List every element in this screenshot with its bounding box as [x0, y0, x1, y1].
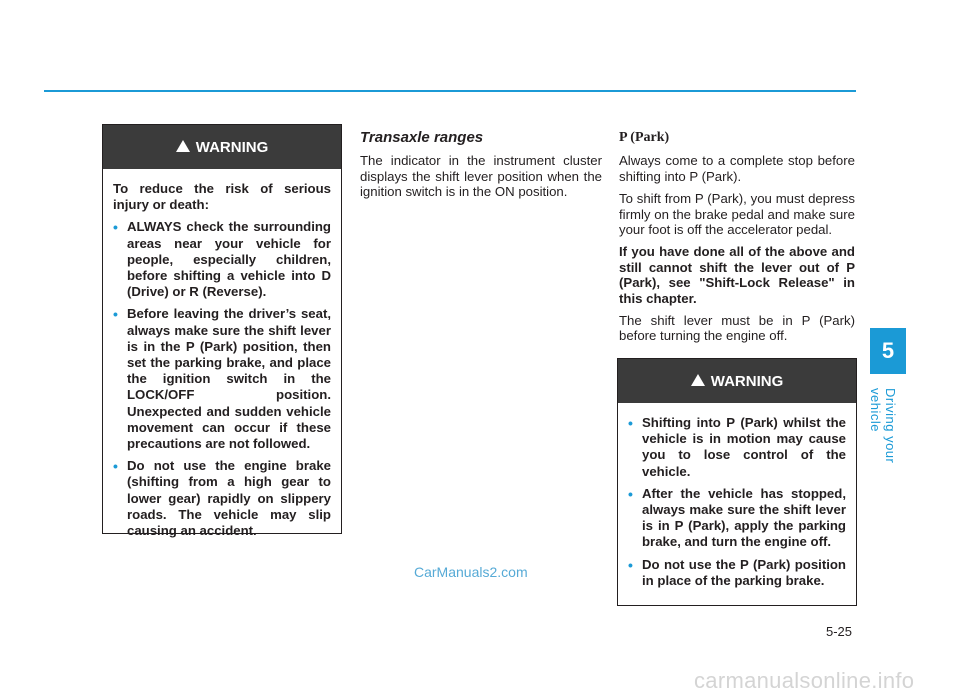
bullet-icon: • [628, 415, 633, 431]
warning-intro: To reduce the risk of serious injury or death: [113, 181, 331, 213]
warning-body [618, 403, 856, 605]
warning-list [628, 415, 846, 589]
warning-header [618, 359, 856, 403]
warning-label: WARNING [710, 372, 784, 390]
warning-header [103, 125, 341, 169]
list-item: • Before leaving the driver’s seat, always make sure the shift lever is in the P (Park) position, then set the parking brake, and place the ignition switch in the LOCK/OFF position. Unexpected and sudden vehicle movement can occur if these precautions are not followed. [113, 306, 331, 452]
park-heading: P (Park) [619, 130, 670, 145]
chapter-title: Driving your vehicle [868, 388, 898, 464]
paragraph-bold: If you have done all of the above and still cannot shift the lever out of P (Park), see "Shift-Lock Release" in this chapter. [619, 244, 855, 306]
warning-box-right [617, 358, 857, 606]
paragraph: To shift from P (Park), you must depress firmly on the brake pedal and make sure your foot is off the accelerator pedal. [619, 191, 855, 238]
warning-triangle-icon [176, 140, 190, 152]
list-item: • Do not use the engine brake (shifting from a high gear to lower gear) rapidly on slippery roads. The vehicle may slip causing an accident. [113, 458, 331, 539]
warning-label: WARNING [195, 138, 269, 156]
page-number: 5-25 [826, 624, 853, 639]
paragraph: The shift lever must be in P (Park) before turning the engine off. [619, 313, 855, 344]
section-title: Transaxle ranges [360, 129, 484, 146]
list-item: • Shifting into P (Park) whilst the vehicle is in motion may cause you to lose control of the vehicle. [628, 415, 846, 479]
site-watermark: carmanualsonline.info [694, 668, 915, 693]
warning-box-left [102, 124, 342, 539]
middle-column [360, 130, 602, 207]
right-column [619, 130, 855, 351]
bullet-icon: • [113, 306, 118, 323]
list-item: • ALWAYS check the surrounding areas near your vehicle for people, especially children, before shifting a vehicle into D (Drive) or R (Reverse). [113, 219, 331, 300]
warning-triangle-icon [691, 374, 705, 386]
list-item: • After the vehicle has stopped, always make sure the shift lever is in P (Park), apply the parking brake, and turn the engine off. [628, 485, 846, 550]
list-item: • Do not use the P (Park) position in place of the parking brake. [628, 556, 846, 588]
paragraph: The indicator in the instrument cluster displays the shift lever position when the ignition switch is in the ON position. [360, 153, 602, 200]
warning-list [113, 219, 331, 539]
chapter-tab [870, 328, 906, 374]
watermark-link[interactable]: CarManuals2.com [414, 564, 528, 580]
top-rule [44, 90, 856, 92]
warning-body [103, 169, 341, 555]
chapter-number: 5 [881, 338, 895, 363]
bullet-icon: • [113, 458, 118, 475]
paragraph: Always come to a complete stop before shifting into P (Park). [619, 153, 855, 184]
bullet-icon: • [628, 556, 633, 573]
bullet-icon: • [113, 219, 118, 236]
bullet-icon: • [628, 485, 633, 502]
